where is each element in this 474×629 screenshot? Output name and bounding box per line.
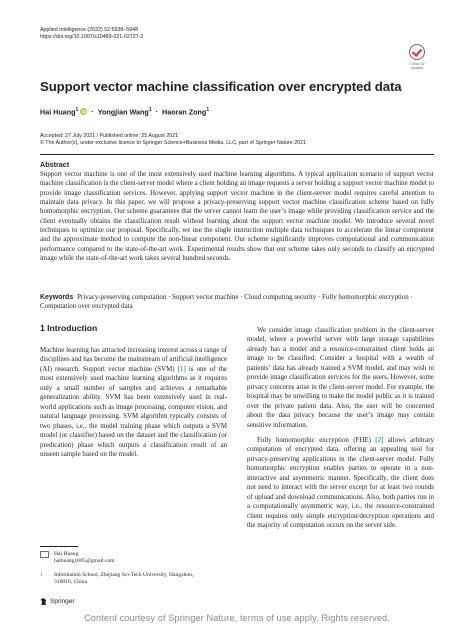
- affiliation-line: 310018, China: [54, 579, 87, 586]
- dates-line: Accepted: 27 July 2021 / Published online: 25 August 2021: [40, 133, 179, 139]
- corresponding-name: Hai Huang: [54, 551, 79, 557]
- corresponding-email[interactable]: haihuang1005@gmail.com: [54, 558, 115, 565]
- springer-horse-icon: [40, 598, 47, 605]
- paragraph: We consider image classification problem in the client-server model, where a powerful server with large storage capabilities already has a model and a resource-constrained client holds an image to be classified. Consider a hospital with a wealth of patients’ data has already trained a SVM model, and may wish to provide image classification services for the users. However, some privacy concerns arise in the client-server model. For example, the hospital may be unwilling to make the model public as it is trained over the private patient data. Also, the user will be concerned about the data privacy because the user’s image may contain sensitive information.: [247, 326, 434, 429]
- publisher-name: Springer: [50, 598, 75, 605]
- author-3[interactable]: Haoran Zong$^1$: [162, 107, 210, 117]
- check-label-line2: updates: [410, 66, 424, 70]
- keywords-label: Keywords: [40, 294, 74, 301]
- abstract-text: Support vector machine is one of the most extensively used machine learning algorithms. A typical application scenario of support vector machine classification is the client-server model where a client holding an image requests a server holding a support vector machine model to provide image classification services. However, applying support vector machine in the client-server model requires careful attention to maintain data privacy. In this paper, we will propose a privacy-preserving support vector machine classification scheme based on fully homomorphic encryption. Our scheme guarantees that the server cannot learn the user’s image while providing classification service and the client eventually obtains the classification result without learning about the support vector machine model. We introduce several novel techniques to optimize our proposal. Specifically, we use the single instruction multiple data techniques to accelerate the linear component and the approximate method to compute the non-linear component. Our scheme significantly improves computational and communication performance compared to the state-of-the-art work. Experimental results show that our scheme takes only seconds to classify an encrypted image while the state-of-the-art work takes several hundred seconds.: [40, 170, 434, 263]
- author-2-affil: 1: [148, 107, 152, 113]
- journal-citation: Applied Intelligence (2022) 52:5938–5948: [40, 27, 139, 33]
- copyright-line: © The Author(s), under exclusive licence to Springer Science+Business Media, LLC, part of Springer Nature 2021: [40, 140, 306, 147]
- author-2[interactable]: Yongjian Wang$^1$: [97, 107, 152, 117]
- divider: [40, 154, 434, 155]
- paragraph: Fully homomorphic encryption (FHE) [2] allows arbitrary computation of encrypted data, offering an appealing tool for privacy-preserving applications in the client-server model. Fully homomorphic encryption enables parties to operate in a non-interactive and asymmetric manner. Specifically, the client does not need to interact with the server except for at least two rounds of upload and download communications. Also, both parties run in a computationally asymmetric way, i.e., the resource-constrained client requires only simple encryption/decryption operations and the majority of computation occurs on the server side.: [247, 435, 434, 530]
- abstract-heading: Abstract: [40, 160, 70, 169]
- check-updates-icon: [409, 44, 425, 60]
- doi-link[interactable]: https://doi.org/10.1007/s10489-021-02727-2: [40, 34, 144, 40]
- right-column: [247, 326, 434, 531]
- author-1-affil: 1: [75, 107, 79, 113]
- section-heading: 1 Introduction: [40, 323, 98, 333]
- footnote-divider: [40, 546, 78, 547]
- paper-title: Support vector machine classification over encrypted data: [40, 79, 402, 94]
- paragraph: Machine learning has attracted increasing interest across a range of disciplines and has become the mainstream of artificial intelligence (AI) research. Support vector machine (SVM) [1] is one of the most extensively used machine learning algorithms as it requires only a small number of samples and achieves a remarkable generalization ability. SVM has been extensively used in real-world applications such as image processing, computer vision, and natural language processing. SVM algorithm typically consists of two phases, i.e., the model training phase which outputs a SVM model (or classifier) based on the dataset and the classification (or predication) phase which outputs a classification result of an unseen sample based on the model.: [40, 346, 227, 458]
- keywords-text: Privacy-preserving computation · Support vector machine · Cloud computing security · Fully homomorphic encryption · Computation over encrypted data: [40, 293, 413, 311]
- corresponding-author: [40, 551, 115, 565]
- affiliation-line: Information School, Zhejiang Sci-Tech University, Hangzhou,: [54, 572, 194, 578]
- citation-link[interactable]: [1]: [177, 364, 186, 373]
- publisher-logo: [40, 598, 75, 605]
- left-column: [40, 346, 227, 459]
- keywords: [40, 293, 434, 312]
- journal-header: [40, 27, 143, 41]
- author-separator: ·: [153, 107, 160, 117]
- affiliation-number: 1: [40, 572, 43, 578]
- affiliation: [40, 572, 193, 586]
- author-3-affil: 1: [206, 107, 210, 113]
- orcid-icon[interactable]: iD: [81, 109, 87, 115]
- courtesy-notice: Content courtesy of Springer Nature, terms of use apply. Rights reserved.: [84, 613, 390, 623]
- author-list: [40, 107, 209, 116]
- check-for-updates-badge[interactable]: [404, 44, 430, 78]
- citation-link[interactable]: [2]: [375, 435, 384, 444]
- envelope-icon: [40, 551, 49, 558]
- check-label-line1: Check for: [409, 62, 425, 66]
- publication-dates: [40, 133, 306, 147]
- author-1[interactable]: Hai Huang$^1$: [40, 107, 79, 117]
- author-separator: ·: [89, 107, 96, 117]
